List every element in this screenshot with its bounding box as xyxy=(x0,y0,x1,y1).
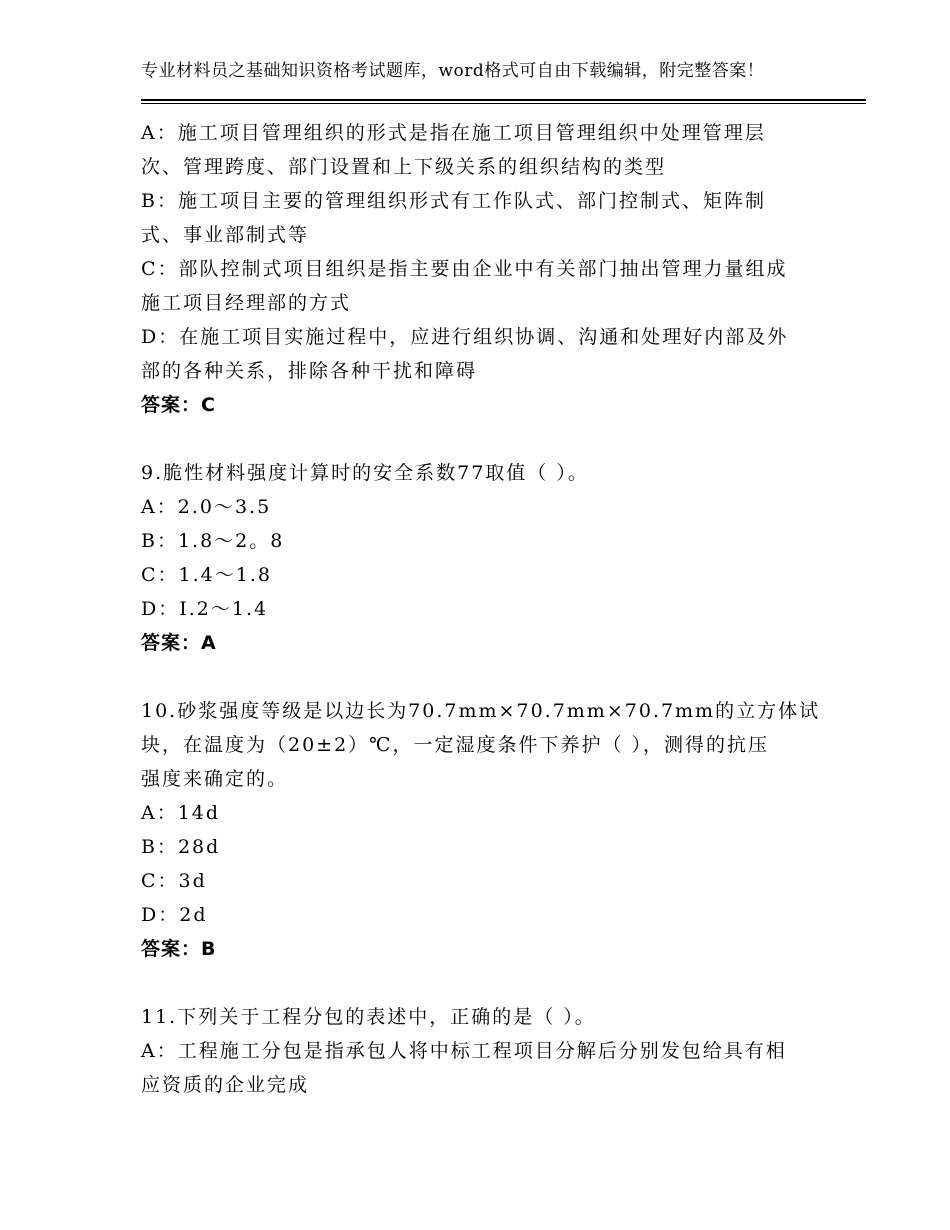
question-stem-line-3: 强度来确定的。 xyxy=(141,768,289,790)
option-a: A：2.0～3.5 xyxy=(141,496,272,518)
spacer xyxy=(141,660,821,694)
answer: 答案：C xyxy=(141,394,216,416)
option-a-line-2: 应资质的企业完成 xyxy=(141,1074,310,1096)
question-stem: 11.下列关于工程分包的表述中，正确的是（ ）。 xyxy=(141,1006,596,1028)
page-header: 专业材料员之基础知识资格考试题库，word格式可自由下载编辑，附完整答案！ xyxy=(141,61,765,81)
question-11 xyxy=(141,1000,821,1102)
option-d: D：I.2～1.4 xyxy=(141,598,269,620)
option-b: B：1.8～2。8 xyxy=(141,530,285,552)
option-d-line-2: 部的各种关系，排除各种干扰和障碍 xyxy=(141,360,478,382)
question-stem-line-1: 10.砂浆强度等级是以边长为70.7mm×70.7mm×70.7mm的立方体试 xyxy=(141,700,821,722)
question-stem: 9.脆性材料强度计算时的安全系数77取值（ ）。 xyxy=(141,462,589,484)
option-c: C：3d xyxy=(141,870,207,892)
header-rule-thin xyxy=(141,103,866,104)
question-9 xyxy=(141,456,821,660)
spacer xyxy=(141,422,821,456)
question-stem-line-2: 块，在温度为（20±2）℃，一定湿度条件下养护（ ），测得的抗压 xyxy=(141,734,769,756)
option-b: B：28d xyxy=(141,836,221,858)
spacer xyxy=(141,966,821,1000)
option-b-line-1: B：施工项目主要的管理组织形式有工作队式、部门控制式、矩阵制 xyxy=(141,190,766,212)
option-c-line-2: 施工项目经理部的方式 xyxy=(141,292,352,314)
option-a-line-1: A：工程施工分包是指承包人将中标工程项目分解后分别发包给具有相 xyxy=(141,1040,787,1062)
header-rule-thick xyxy=(141,99,866,101)
answer: 答案：B xyxy=(141,938,217,960)
option-d-line-1: D：在施工项目实施过程中，应进行组织协调、沟通和处理好内部及外 xyxy=(141,326,789,348)
option-a: A：14d xyxy=(141,802,221,824)
option-c: C：1.4～1.8 xyxy=(141,564,272,586)
option-d: D：2d xyxy=(141,904,208,926)
question-8 xyxy=(141,116,821,422)
question-10 xyxy=(141,694,821,966)
option-c-line-1: C：部队控制式项目组织是指主要由企业中有关部门抽出管理力量组成 xyxy=(141,258,788,280)
option-a-line-1: A：施工项目管理组织的形式是指在施工项目管理组织中处理管理层 xyxy=(141,122,766,144)
document-body xyxy=(141,116,821,1102)
option-b-line-2: 式、事业部制式等 xyxy=(141,224,310,246)
answer: 答案：A xyxy=(141,632,217,654)
option-a-line-2: 次、管理跨度、部门设置和上下级关系的组织结构的类型 xyxy=(141,156,667,178)
